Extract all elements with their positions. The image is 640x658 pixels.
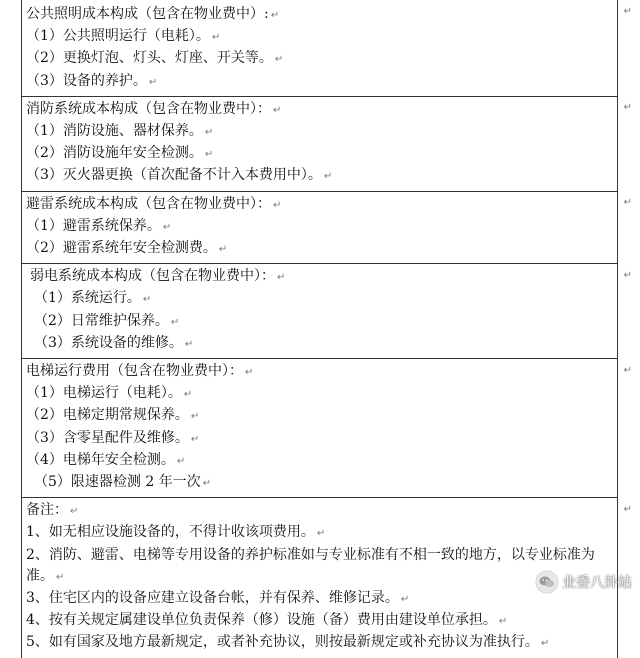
note-item	[26, 588, 617, 610]
section-item-text: （1）消防设施、器材保养。	[26, 123, 203, 140]
section-title-text: 公共照明成本构成（包含在物业费中）:	[26, 6, 269, 22]
paragraph-mark: ↵	[202, 478, 212, 490]
section-item	[26, 143, 617, 165]
section-row	[22, 0, 618, 96]
section-item-text: （1）公共照明运行（电耗）。	[26, 28, 210, 45]
paragraph-mark: ↵	[170, 316, 180, 328]
paragraph-mark: ↵	[277, 272, 286, 284]
section-item-text: （2）日常维护保养。	[34, 312, 169, 329]
section-title-text: 消防系统成本构成（包含在物业费中）：	[26, 100, 271, 117]
paragraph-mark: ↵	[183, 389, 193, 401]
paragraph-mark: ↵	[270, 10, 280, 21]
section-item-text: （3）设备的养护。	[26, 72, 147, 89]
note-item	[26, 610, 617, 632]
section-item-text: （3）灭火器更换（首次配备不计入本费用中）。	[26, 167, 322, 184]
section-title	[26, 361, 617, 383]
section-item	[26, 288, 617, 310]
paragraph-mark: ↵	[323, 171, 333, 183]
notes-title	[26, 500, 617, 522]
paragraph-mark: ↵	[190, 411, 200, 423]
wechat-bubble-icon	[536, 571, 558, 593]
section-cell	[22, 191, 618, 264]
paragraph-mark: ↵	[316, 528, 326, 540]
paragraph-mark: ↵	[70, 506, 79, 518]
row-end-mark: ↵	[623, 269, 632, 281]
paragraph-mark: ↵	[204, 149, 214, 161]
section-item-text: （3）含零星配件及维修。	[26, 429, 189, 446]
section-item	[26, 26, 617, 48]
paragraph-mark: ↵	[540, 638, 550, 650]
section-title	[26, 266, 617, 288]
section-item	[26, 216, 617, 238]
section-item	[26, 165, 617, 187]
section-cell	[22, 0, 618, 96]
paragraph-mark: ↵	[162, 221, 172, 233]
section-item	[26, 428, 617, 450]
row-end-mark: ↵	[623, 197, 632, 209]
row-end-mark: ↵	[623, 6, 632, 17]
cost-table	[21, 0, 618, 658]
section-item-text: （3）系统设备的维修。	[34, 334, 183, 351]
watermark-text: 业委八卦站	[562, 575, 632, 591]
note-item	[26, 632, 617, 654]
section-row	[22, 191, 618, 264]
watermark	[536, 571, 632, 593]
section-item	[26, 238, 617, 260]
notes-cell	[22, 498, 618, 658]
section-item-text: （1）避雷系统保养。	[26, 217, 161, 234]
note-item-text: 1、如无相应设施设备的，不得计收该项费用。	[26, 524, 315, 541]
paragraph-mark: ↵	[184, 338, 194, 350]
section-title-text: 避雷系统成本构成（包含在物业费中）：	[26, 195, 271, 212]
paragraph-mark: ↵	[273, 199, 282, 211]
section-item-text: （5）限速器检测 2 年一次	[34, 474, 201, 491]
note-item-text: 3、住宅区内的设备应建立设备台帐，并有保养、维修记录。	[26, 590, 399, 607]
note-item	[26, 545, 617, 588]
paragraph-mark: ↵	[148, 76, 158, 88]
section-title	[26, 194, 617, 216]
note-item-text: 4、按有关规定属建设单位负责保养（修）设施（备）费用由建设单位承担。	[26, 612, 497, 629]
section-row	[22, 359, 618, 498]
section-item	[26, 311, 617, 333]
paragraph-mark: ↵	[56, 571, 65, 583]
section-item	[26, 405, 617, 427]
section-item	[26, 71, 617, 93]
section-title-text: 弱电系统成本构成（包含在物业费中）：	[30, 268, 275, 285]
section-title-text: 电梯运行费用（包含在物业费中）：	[26, 363, 243, 380]
section-item-text: （4）电梯年安全检测。	[26, 451, 175, 468]
note-item-text: 5、如有国家及地方最新规定，或者补充协议，则按最新规定或补充协议为准执行。	[26, 634, 539, 651]
section-row	[22, 264, 618, 359]
row-end-mark: ↵	[623, 102, 632, 114]
paragraph-mark: ↵	[204, 127, 214, 139]
section-title	[26, 99, 617, 121]
paragraph-mark: ↵	[245, 367, 254, 379]
section-item	[26, 121, 617, 143]
section-title	[26, 4, 617, 26]
section-item	[26, 472, 617, 494]
paragraph-mark: ↵	[218, 244, 228, 256]
notes-row	[22, 498, 618, 658]
paragraph-mark: ↵	[142, 294, 152, 306]
section-item-text: （2）电梯定期常规保养。	[26, 407, 189, 424]
paragraph-mark: ↵	[176, 455, 186, 467]
section-item-text: （2）更换灯泡、灯头、灯座、开关等。	[26, 50, 273, 67]
paragraph-mark: ↵	[273, 104, 282, 116]
section-row	[22, 96, 618, 191]
section-item	[26, 333, 617, 355]
paragraph-mark: ↵	[190, 433, 200, 445]
notes-title-text: 备注：	[26, 502, 68, 519]
row-end-mark: ↵	[623, 503, 632, 515]
section-cell	[22, 96, 618, 191]
paragraph-mark: ↵	[400, 594, 410, 606]
section-item-text: （1）电梯运行（电耗）。	[26, 385, 182, 402]
paragraph-mark: ↵	[274, 54, 284, 66]
section-item-text: （1）系统运行。	[34, 290, 141, 307]
paragraph-mark: ↵	[498, 616, 508, 628]
section-item	[26, 48, 617, 70]
section-item-text: （2）避雷系统年安全检测费。	[26, 240, 217, 257]
section-item-text: （2）消防设施年安全检测。	[26, 145, 203, 162]
section-cell	[22, 264, 618, 359]
section-item	[26, 450, 617, 472]
row-end-mark: ↵	[623, 364, 632, 376]
section-item	[26, 383, 617, 405]
note-item	[26, 522, 617, 544]
document-page	[21, 0, 618, 658]
section-cell	[22, 359, 618, 498]
note-item-text: 2、消防、避雷、电梯等专用设备的养护标准如与专业标准有不相一致的地方，以专业标准为准。	[26, 546, 595, 584]
paragraph-mark: ↵	[211, 32, 221, 44]
